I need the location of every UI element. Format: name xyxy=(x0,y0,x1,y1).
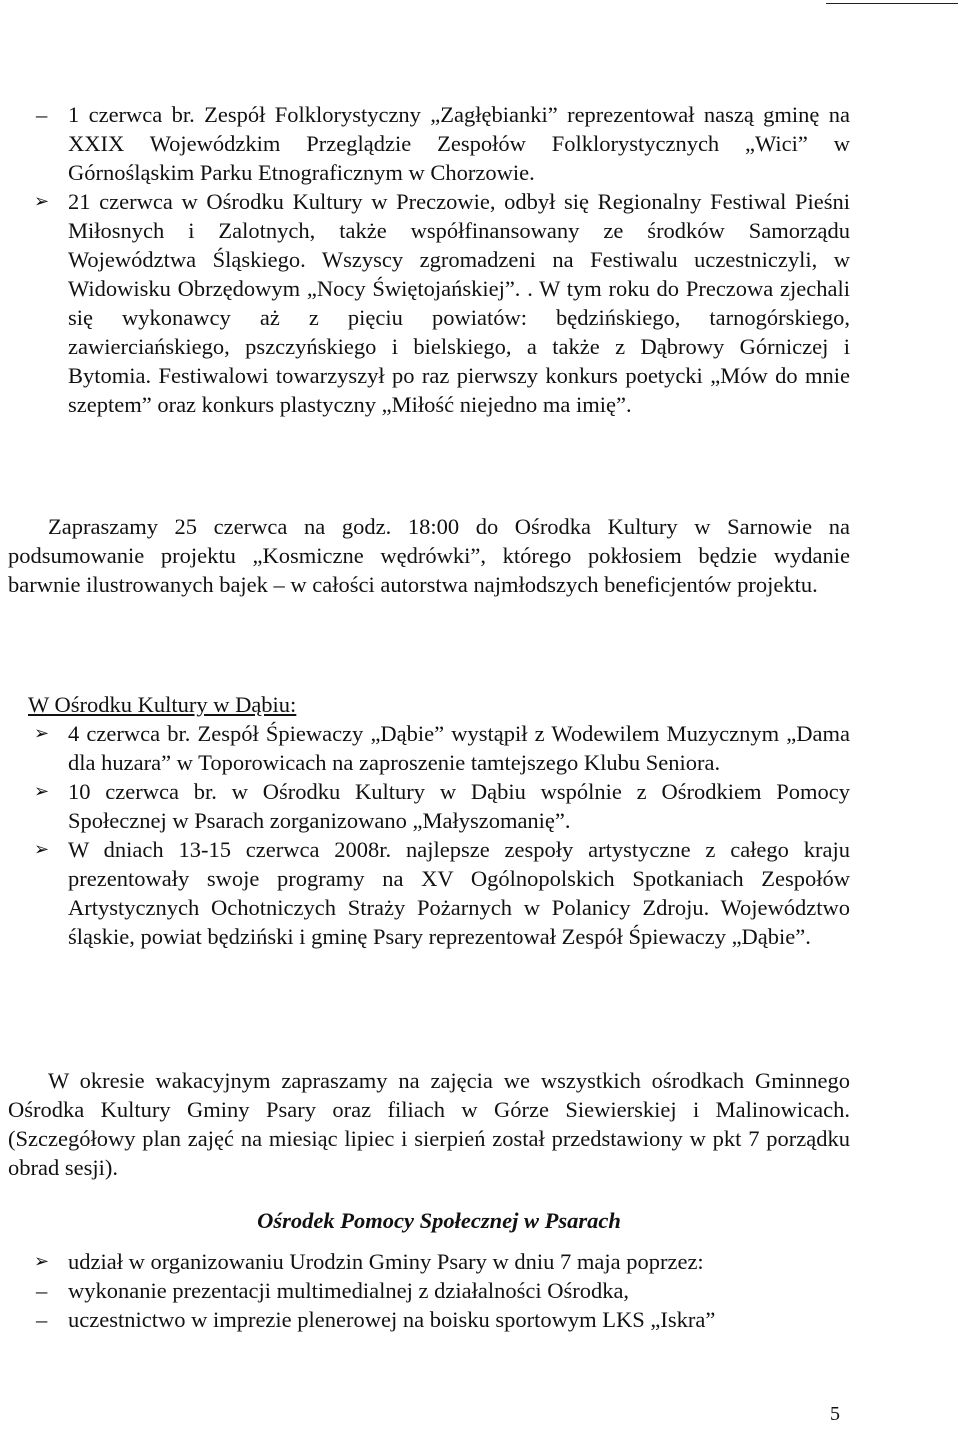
list-item-text: 21 czerwca w Ośrodku Kultury w Preczowie, odbył się Regionalny Festiwal Pieśni Miłosnych i Zalotnych, także współfinansowany ze środków Samorządu Województwa Śląskiego. Wszyscy zgromadzeni na Festiwalu uczestniczyli, w Widowisku Obrzędowym „Nocy Świętojańskiej”. . W tym roku do Preczowa zjechali się wykonawcy aż z pięciu powiatów: będzińskiego, tarnogórskiego, zawierciańskiego, pszczyńskiego i bielskiego, a także z Dąbrowy Górniczej i Bytomia. Festiwalowi towarzyszył po raz pierwszy konkurs poetycki „Mów do mnie szeptem” oraz konkurs plastyczny „Miłość niejedno ma imię”. xyxy=(68,189,850,417)
dash-marker: – xyxy=(36,102,48,127)
dash-marker: – xyxy=(36,1307,48,1332)
holiday-block xyxy=(8,1066,850,1182)
section-1 xyxy=(28,100,850,419)
list-item xyxy=(28,1276,850,1305)
list-item-text: udział w organizowaniu Urodzin Gminy Psary w dniu 7 maja poprzez: xyxy=(68,1249,704,1274)
arrow-bullet-icon: ➢ xyxy=(34,723,50,744)
invite-paragraph: Zapraszamy 25 czerwca na godz. 18:00 do Ośrodka Kultury w Sarnowie na podsumowanie projektu „Kosmiczne wędrówki”, którego pokłosiem będzie wydanie barwnie ilustrowanych bajek – w całości autorstwa najmłodszych beneficjentów projektu. xyxy=(8,514,850,597)
list-item-text: 1 czerwca br. Zespół Folklorystyczny „Zagłębianki” reprezentował naszą gminę na XXIX Wojewódzkim Przeglądzie Zespołów Folklorystycznych „Wici” w Górnośląskim Parku Etnograficznym w Chorzowie. xyxy=(68,102,850,185)
list-item xyxy=(28,1305,850,1334)
list-item xyxy=(28,777,850,835)
list-item xyxy=(28,100,850,187)
section-heading: Ośrodek Pomocy Społecznej w Psarach xyxy=(257,1208,621,1233)
list-item xyxy=(28,719,850,777)
arrow-bullet-icon: ➢ xyxy=(34,781,50,802)
list-item-text: wykonanie prezentacji multimedialnej z działalności Ośrodka, xyxy=(68,1278,630,1303)
arrow-bullet-icon: ➢ xyxy=(34,839,50,860)
dash-marker: – xyxy=(36,1278,48,1303)
arrow-bullet-icon: ➢ xyxy=(34,191,50,212)
top-rule xyxy=(826,3,958,4)
list-item-text: uczestnictwo w imprezie plenerowej na boisku sportowym LKS „Iskra” xyxy=(68,1307,716,1332)
section-heading: W Ośrodku Kultury w Dąbiu: xyxy=(28,692,297,717)
list-item xyxy=(28,835,850,951)
ops-section xyxy=(28,1206,850,1334)
list-item-text: 10 czerwca br. w Ośrodku Kultury w Dąbiu wspólnie z Ośrodkiem Pomocy Społecznej w Psarach zorganizowano „Małyszomanię”. xyxy=(68,779,850,833)
arrow-bullet-icon: ➢ xyxy=(34,1251,50,1272)
page-number: 5 xyxy=(830,1403,840,1425)
list-item xyxy=(28,187,850,419)
list-item-text: W dniach 13-15 czerwca 2008r. najlepsze zespoły artystyczne z całego kraju prezentowały swoje programy na XV Ogólnopolskich Spotkaniach Zespołów Artystycznych Ochotniczych Straży Pożarnych w Polanicy Zdroju. Województwo śląskie, powiat będziński i gminę Psary reprezentował Zespół Śpiewaczy „Dąbie”. xyxy=(68,837,850,949)
holiday-paragraph: W okresie wakacyjnym zapraszamy na zajęcia we wszystkich ośrodkach Gminnego Ośrodka Kultury Gminy Psary oraz filiach w Górze Siewierskiej i Malinowicach. (Szczegółowy plan zajęć na miesiąc lipiec i sierpień został przedstawiony w pkt 7 porządku obrad sesji). xyxy=(8,1068,850,1180)
invite-block xyxy=(8,512,850,599)
dabie-section xyxy=(28,690,850,951)
list-item-text: 4 czerwca br. Zespół Śpiewaczy „Dąbie” wystąpił z Wodewilem Muzycznym „Dama dla huzara” w Toporowicach na zaproszenie tamtejszego Klubu Seniora. xyxy=(68,721,850,775)
list-item xyxy=(28,1247,850,1276)
